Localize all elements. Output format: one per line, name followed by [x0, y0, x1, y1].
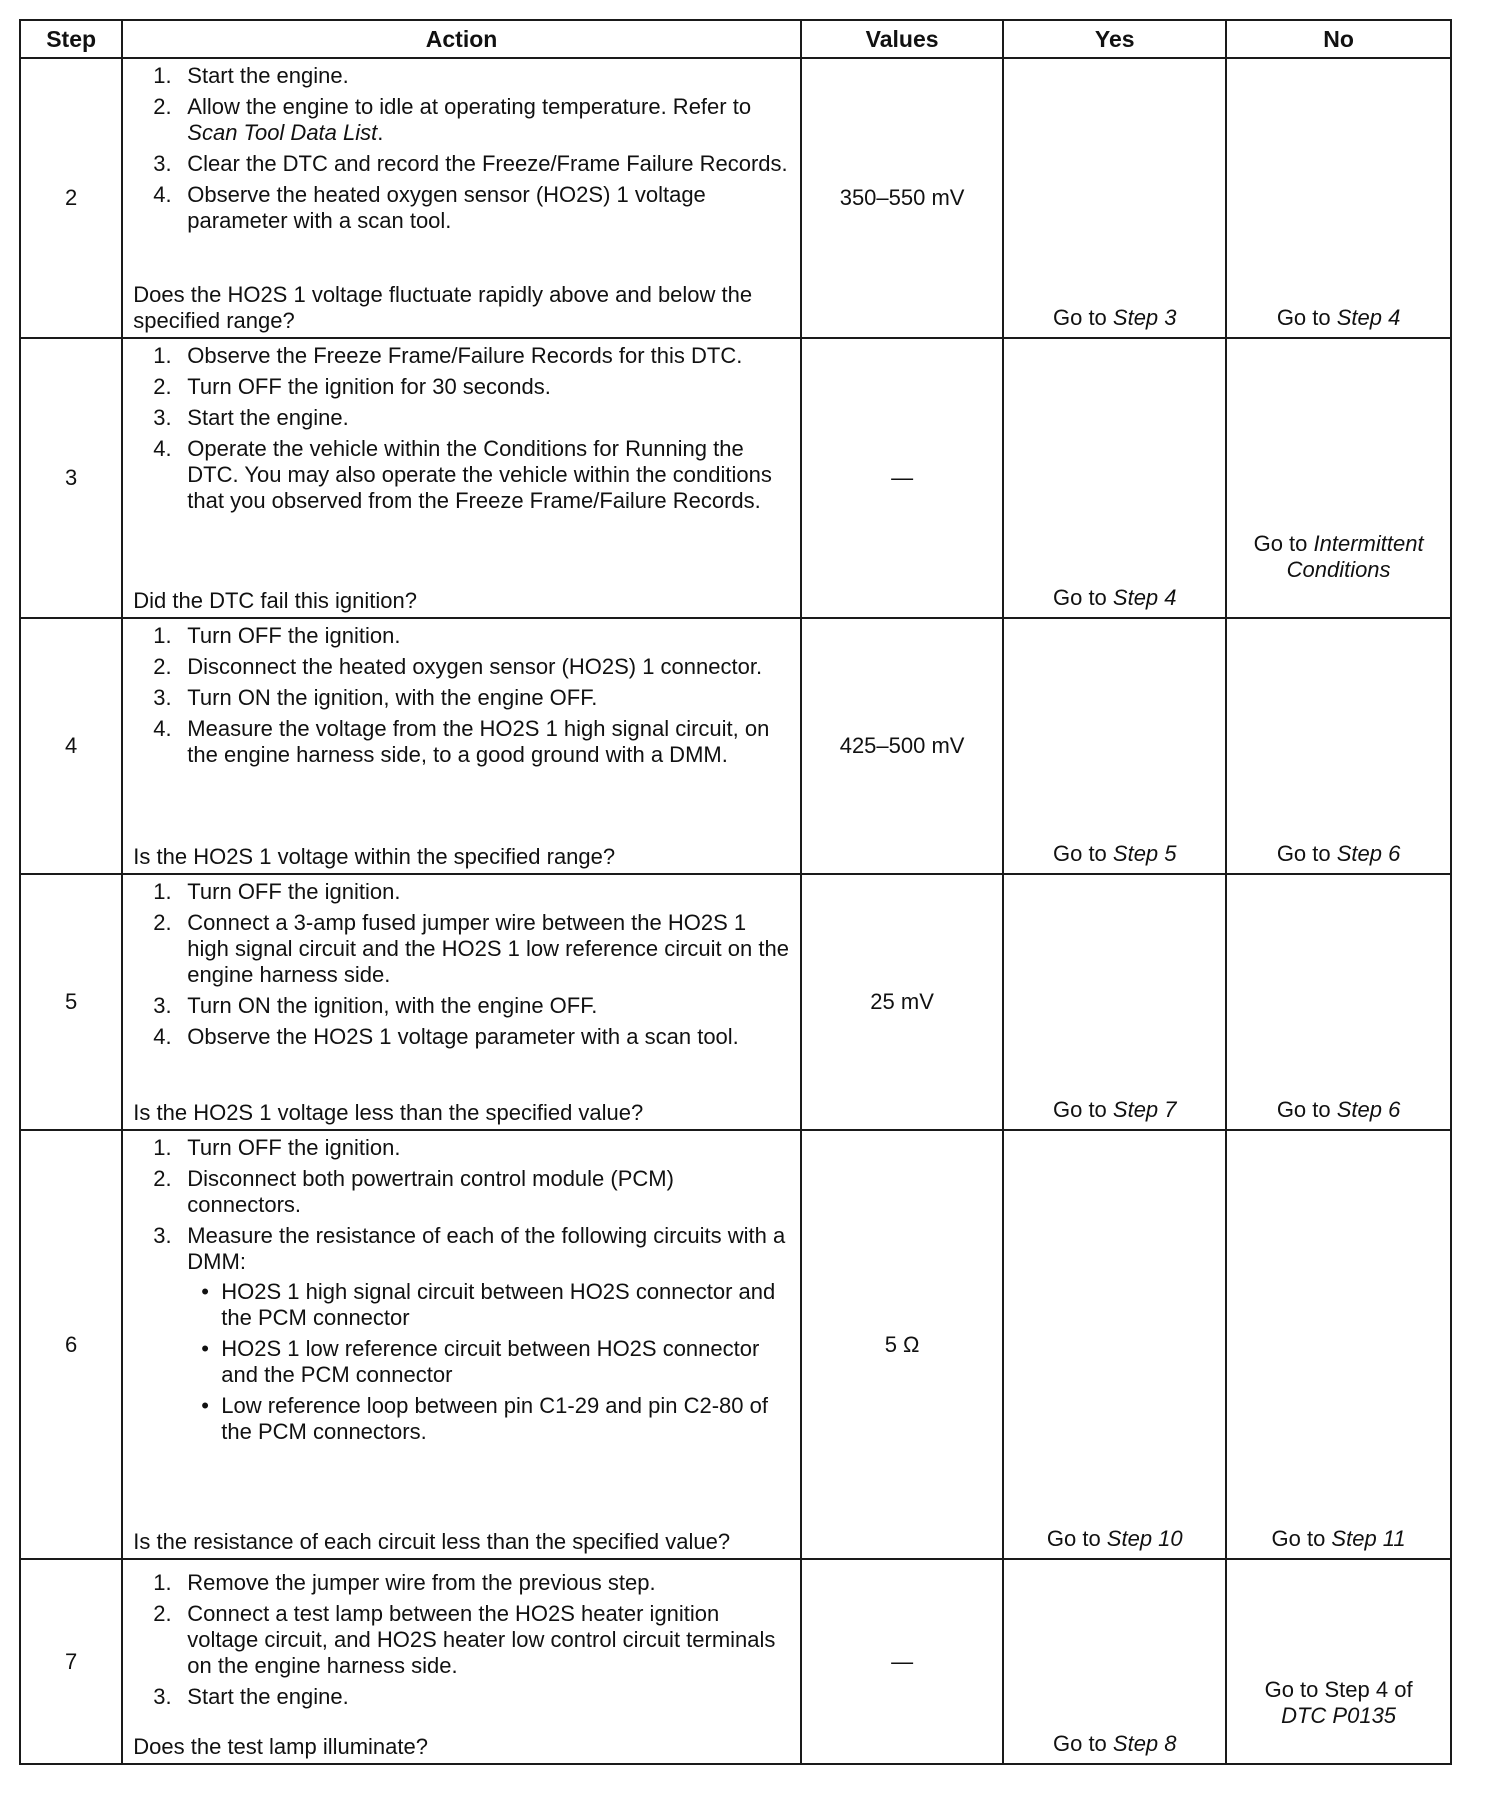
- yes-cell: Go to Step 10: [1003, 1130, 1226, 1559]
- substep: 4. Observe the heated oxygen sensor (HO2S) 1 voltage parameter with a scan tool.: [153, 182, 706, 233]
- substep: 3. Turn ON the ignition, with the engine OFF.: [153, 685, 598, 710]
- yes-cell: Go to Step 3: [1003, 58, 1226, 338]
- circuit-list: [187, 1279, 792, 1445]
- table-row: [20, 618, 1451, 874]
- value-cell: 25 mV: [801, 874, 1004, 1130]
- table-row: [20, 58, 1451, 338]
- step-question: Is the HO2S 1 voltage within the specified range?: [133, 844, 616, 869]
- substep: 3. Measure the resistance of each of the following circuits with a DMM: • HO2S 1 high signal circuit between HO2S connector and the PCM connector • HO2S 1 low reference circuit between HO2S connector and the PCM connector • Low reference loop between pin C1-29 and pin C2-80 of the PCM connectors.: [133, 1223, 792, 1445]
- no-cell: Go to Step 6: [1226, 618, 1451, 874]
- value-cell: 425–500 mV: [801, 618, 1004, 874]
- step-number: 4: [20, 618, 122, 874]
- substep-list: [133, 1135, 792, 1445]
- yes-cell: Go to Step 7: [1003, 874, 1226, 1130]
- substep: 1. Turn OFF the ignition.: [153, 879, 401, 904]
- list-item: • HO2S 1 low reference circuit between HO2S connector and the PCM connector: [187, 1336, 792, 1388]
- go-to-step-link[interactable]: Step 6: [1336, 841, 1401, 866]
- substep: 2. Disconnect the heated oxygen sensor (HO2S) 1 connector.: [153, 654, 763, 679]
- step-question: Is the HO2S 1 voltage less than the specified value?: [133, 1100, 644, 1125]
- go-to-step-link[interactable]: Step 4: [1112, 585, 1177, 610]
- action-cell: [122, 874, 801, 1130]
- go-to-step-link[interactable]: Step 11: [1331, 1526, 1406, 1551]
- list-item: • HO2S 1 high signal circuit between HO2S connector and the PCM connector: [187, 1279, 792, 1331]
- substep: 1. Remove the jumper wire from the previous step.: [153, 1570, 656, 1595]
- step-question: Did the DTC fail this ignition?: [133, 588, 417, 613]
- substep: 1. Observe the Freeze Frame/Failure Records for this DTC.: [153, 343, 743, 368]
- value-cell: —: [801, 338, 1004, 618]
- no-cell: Go to Step 6: [1226, 874, 1451, 1130]
- substep-list: [133, 879, 792, 1050]
- diagnostic-table: [19, 19, 1452, 1765]
- header-no: No: [1226, 20, 1451, 58]
- go-to-step-link[interactable]: Step 3: [1112, 305, 1177, 330]
- substep: 2. Connect a 3-amp fused jumper wire between the HO2S 1 high signal circuit and the HO2S 1 low reference circuit on the engine harness side.: [153, 910, 789, 987]
- substep: 2. Disconnect both powertrain control module (PCM) connectors.: [153, 1166, 674, 1217]
- no-cell: Go to Step 11: [1226, 1130, 1451, 1559]
- header-step: Step: [20, 20, 122, 58]
- list-item: • Low reference loop between pin C1-29 and pin C2-80 of the PCM connectors.: [187, 1393, 792, 1445]
- step-number: 3: [20, 338, 122, 618]
- substep: 3. Turn ON the ignition, with the engine OFF.: [153, 993, 598, 1018]
- step-question: Does the HO2S 1 voltage fluctuate rapidly above and below the specified range?: [133, 282, 753, 333]
- substep: 1. Turn OFF the ignition.: [153, 1135, 401, 1160]
- table-row: [20, 1559, 1451, 1764]
- step-number: 7: [20, 1559, 122, 1764]
- step-number: 6: [20, 1130, 122, 1559]
- table-row: [20, 1130, 1451, 1559]
- no-cell: Go to Step 4 of DTC P0135: [1226, 1559, 1451, 1764]
- yes-cell: Go to Step 4: [1003, 338, 1226, 618]
- substep-list: [133, 623, 792, 768]
- value-cell: —: [801, 1559, 1004, 1764]
- substep: 2. Turn OFF the ignition for 30 seconds.: [153, 374, 551, 399]
- substep: 1. Turn OFF the ignition.: [153, 623, 401, 648]
- go-to-step-link[interactable]: Step 7: [1112, 1097, 1177, 1122]
- header-yes: Yes: [1003, 20, 1226, 58]
- substep: 3. Clear the DTC and record the Freeze/Frame Failure Records.: [153, 151, 788, 176]
- table-row: [20, 338, 1451, 618]
- step-number: 2: [20, 58, 122, 338]
- step-number: 5: [20, 874, 122, 1130]
- substep: 4. Operate the vehicle within the Conditions for Running the DTC. You may also operate the vehicle within the conditions that you observed from the Freeze Frame/Failure Records.: [153, 436, 772, 513]
- substep-list: [133, 1564, 792, 1710]
- go-to-step-link[interactable]: Step 6: [1336, 1097, 1401, 1122]
- substep: 2. Allow the engine to idle at operating temperature. Refer to Scan Tool Data List.: [153, 94, 752, 145]
- substep: 3. Start the engine.: [153, 405, 349, 430]
- action-cell: [122, 1130, 801, 1559]
- go-to-step-link[interactable]: Step 10: [1106, 1526, 1183, 1551]
- substep: 4. Measure the voltage from the HO2S 1 high signal circuit, on the engine harness side, to a good ground with a DMM.: [153, 716, 770, 767]
- intermittent-conditions-link[interactable]: Intermittent Conditions: [1286, 531, 1424, 582]
- action-cell: [122, 58, 801, 338]
- substep: 4. Observe the HO2S 1 voltage parameter with a scan tool.: [153, 1024, 739, 1049]
- action-cell: [122, 618, 801, 874]
- substep: 2. Connect a test lamp between the HO2S heater ignition voltage circuit, and HO2S heater low control circuit terminals on the engine harness side.: [153, 1601, 776, 1678]
- no-cell: Go to Intermittent Conditions: [1226, 338, 1451, 618]
- action-cell: [122, 338, 801, 618]
- table-row: [20, 874, 1451, 1130]
- go-to-step-link[interactable]: Step 8: [1112, 1731, 1177, 1756]
- dtc-p0135-link[interactable]: DTC P0135: [1281, 1703, 1397, 1728]
- substep-list: [133, 63, 792, 234]
- no-cell: Go to Step 4: [1226, 58, 1451, 338]
- action-cell: [122, 1559, 801, 1764]
- header-action: Action: [122, 20, 801, 58]
- go-to-step-link[interactable]: Step 4: [1336, 305, 1401, 330]
- header-row: [20, 20, 1451, 58]
- substep: 3. Start the engine.: [153, 1684, 349, 1709]
- substep-list: [133, 343, 792, 514]
- go-to-step-link[interactable]: Step 5: [1112, 841, 1177, 866]
- step-question: Is the resistance of each circuit less than the specified value?: [133, 1529, 731, 1554]
- header-values: Values: [801, 20, 1004, 58]
- step-question: Does the test lamp illuminate?: [133, 1734, 428, 1759]
- value-cell: 350–550 mV: [801, 58, 1004, 338]
- value-cell: 5 Ω: [801, 1130, 1004, 1559]
- scan-tool-data-list-link[interactable]: Scan Tool Data List: [187, 120, 378, 145]
- substep: 1. Start the engine.: [153, 63, 349, 88]
- yes-cell: Go to Step 5: [1003, 618, 1226, 874]
- yes-cell: Go to Step 8: [1003, 1559, 1226, 1764]
